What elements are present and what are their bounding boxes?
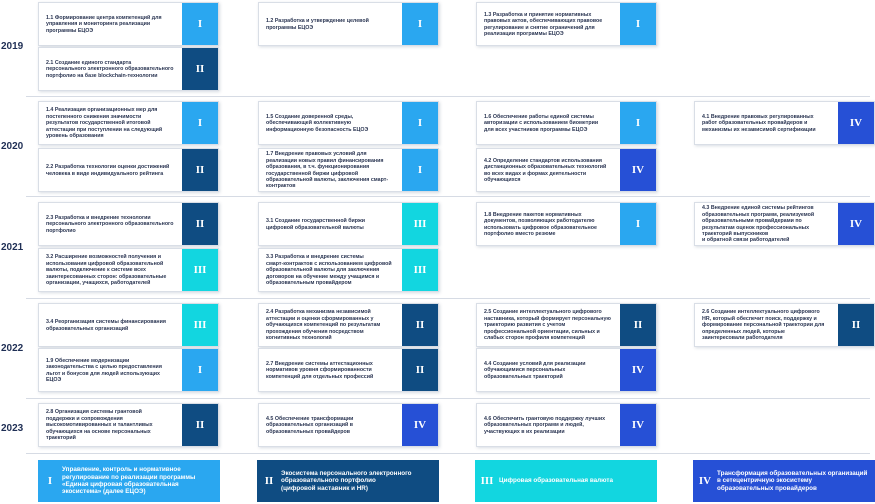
roadmap-card-2-2[interactable] (38, 148, 219, 192)
year-label-2021: 2021 (1, 242, 24, 253)
card-text: 2.1 Создание единого стандарта персонального электронного образовательного портфолио на базе blockchain-технологии (46, 59, 174, 79)
roadmap-card-1-5[interactable] (258, 101, 439, 145)
roadmap-card-1-1[interactable] (38, 2, 219, 46)
legend-number: III (480, 475, 494, 487)
roadmap-card-3-2[interactable] (38, 248, 219, 292)
card-direction-badge: I (402, 149, 438, 191)
card-direction-badge: I (182, 102, 218, 144)
roadmap-card-4-6[interactable] (476, 403, 657, 447)
year-separator (26, 453, 870, 454)
card-text: 1.3 Разработка и принятие нормативных правовых актов, обеспечивающих правовое регулирование и снятие ограничений для реализации программы ЕЦОЭ (484, 11, 603, 37)
card-text: 2.4 Разработка механизма независимой аттестации и оценки сформированных у обучающихся компетенций по результатам прохождения обучения посредством когнитивных технологий (266, 309, 381, 342)
card-text: 4.2 Определение стандартов использования дистанционных образовательных технологий во всех видах и формах деятельности обучающихся (484, 157, 607, 183)
year-label-2022: 2022 (1, 343, 24, 354)
card-direction-badge: I (182, 349, 218, 391)
card-text: 4.4 Создание условий для реализации обучающимися персональных образовательных траекторий (484, 360, 586, 380)
roadmap-card-4-1[interactable] (694, 101, 875, 145)
card-direction-badge: I (402, 3, 438, 45)
roadmap-card-2-5[interactable] (476, 303, 657, 347)
year-separator (26, 196, 870, 197)
card-direction-badge: II (182, 48, 218, 90)
roadmap-card-3-3[interactable] (258, 248, 439, 292)
year-label-2023: 2023 (1, 423, 24, 434)
roadmap-card-1-2[interactable] (258, 2, 439, 46)
legend-item-II (257, 460, 439, 502)
card-text: 1.5 Создание доверенной среды, обеспечивающей коллективную информационную безопасность ЕЦОЭ (266, 113, 369, 133)
roadmap-card-3-1[interactable] (258, 202, 439, 246)
roadmap-card-1-3[interactable] (476, 2, 657, 46)
year-separator (26, 298, 870, 299)
year-label-2019: 2019 (1, 41, 24, 52)
card-direction-badge: III (402, 249, 438, 291)
card-direction-badge: I (620, 203, 656, 245)
card-text: 3.3 Разработка и внедрение системы смарт-контрактов с использованием цифровой образовательной валюты для заключения договоров на обучение между учащимся и образовательным провайдером (266, 254, 392, 287)
roadmap-card-1-9[interactable] (38, 348, 219, 392)
card-direction-badge: I (182, 3, 218, 45)
year-separator (26, 398, 870, 399)
roadmap-card-2-7[interactable] (258, 348, 439, 392)
card-direction-badge: III (182, 249, 218, 291)
card-direction-badge: I (402, 102, 438, 144)
card-text: 2.5 Создание интеллектуального цифрового наставника, который формирует персональную траекторию развития с учетом профессиональной ориентации, сильных и слабых сторон профиля компетенций (484, 309, 611, 342)
legend-item-IV (693, 460, 875, 502)
roadmap-card-4-4[interactable] (476, 348, 657, 392)
legend-item-I (38, 460, 220, 502)
card-direction-badge: III (402, 203, 438, 245)
card-direction-badge: II (838, 304, 874, 346)
card-text: 4.5 Обеспечение трансформации образовательных организаций в образовательных провайдеров (266, 415, 354, 435)
legend-item-III (475, 460, 657, 502)
card-direction-badge: II (402, 304, 438, 346)
card-direction-badge: III (182, 304, 218, 346)
card-text: 1.6 Обеспечение работы единой системы авторизации с использованием биометрии для всех участников программы ЕЦОЭ (484, 113, 599, 133)
card-direction-badge: IV (620, 404, 656, 446)
roadmap-card-2-4[interactable] (258, 303, 439, 347)
card-text: 3.2 Расширение возможностей получения и использования цифровой образовательной валюты, подключение к системе всех заинтересованных сторон: образовательные организации, учащихся, работодателей (46, 254, 167, 287)
card-direction-badge: IV (838, 102, 874, 144)
roadmap-card-1-4[interactable] (38, 101, 219, 145)
card-text: 1.9 Обеспечение модернизации законодательства с целью предоставления льгот и бонусов для людей использующих ЕЦОЭ (46, 357, 162, 383)
card-text: 3.4 Реорганизация системы финансирования образовательных организаций (46, 319, 166, 332)
roadmap-card-1-6[interactable] (476, 101, 657, 145)
card-text: 1.2 Разработка и утверждение целевой программы ЕЦОЭ (266, 18, 369, 31)
roadmap-card-3-4[interactable] (38, 303, 219, 347)
year-label-2020: 2020 (1, 141, 24, 152)
roadmap-card-4-2[interactable] (476, 148, 657, 192)
legend-number: I (47, 475, 53, 487)
card-direction-badge: IV (402, 404, 438, 446)
legend-text: Трансформация образовательных организаций в сетецентричную экосистему образовательных провайдеров (717, 470, 868, 492)
card-direction-badge: II (182, 404, 218, 446)
legend-text: Цифровая образовательная валюта (499, 477, 613, 485)
card-text: 2.3 Разработка и внедрение технологии персонального электронного образовательного портфолио (46, 214, 174, 234)
card-text: 4.1 Внедрение правовых регулированных работ образовательных провайдеров и механизмы их независимой сертификации (702, 113, 816, 133)
card-text: 3.1 Создание государственной биржи цифровой образовательной валюты (266, 218, 365, 231)
card-direction-badge: II (402, 349, 438, 391)
card-text: 1.4 Реализация организационных мер для постепенного снижения значимости результатов государственной итоговой аттестации при поступлении на следующий уровень образования (46, 107, 163, 140)
card-text: 1.8 Внедрение пакетов нормативных документов, позволяющих работодателю использовать цифровое образовательное портфолио вместо резюме (484, 211, 597, 237)
year-separator (26, 96, 870, 97)
card-direction-badge: II (182, 149, 218, 191)
legend-text: Управление, контроль и нормативное регулирование по реализации программы «Единая цифровая образовательная экосистема» (далее ЕЦОЭ) (62, 466, 196, 496)
card-text: 1.7 Внедрение правовых условий для реализации новых правил финансирования образования, в т.ч. функционирования государственной биржи цифровой образовательной валюты, заключения смарт- контрактов (266, 151, 389, 190)
card-direction-badge: I (620, 102, 656, 144)
roadmap-card-2-3[interactable] (38, 202, 219, 246)
roadmap-card-1-7[interactable] (258, 148, 439, 192)
roadmap-card-2-6[interactable] (694, 303, 875, 347)
roadmap-card-2-8[interactable] (38, 403, 219, 447)
card-text: 1.1 Формирование центра компетенций для управления и мониторинга реализации программы ЕЦОЭ (46, 14, 162, 34)
roadmap-card-2-1[interactable] (38, 47, 219, 91)
card-direction-badge: IV (838, 203, 874, 245)
card-text: 2.7 Внедрение системы аттестационных нормативов уровня сформированности компетенций для отдельных профессий (266, 360, 374, 380)
legend-number: II (264, 475, 274, 487)
card-direction-badge: IV (620, 349, 656, 391)
legend-text: Экосистема персонального электронного образовательного портфолио (цифровой наставник и HR) (281, 470, 412, 492)
card-text: 2.2 Разработка технологии оценки достижений человека в виде индивидуального рейтинга (46, 164, 170, 177)
card-direction-badge: IV (620, 149, 656, 191)
card-text: 2.8 Организация системы грантовой поддержки и сопровождения высокомотивированных и талантливых обучающихся на основе персональных траекторий (46, 409, 153, 442)
card-text: 2.6 Создание интеллектуального цифрового HR, который обеспечит поиск, поддержку и формирование персональной траектории для определенных людей, которые заинтересовали работодателя (702, 309, 825, 342)
card-text: 4.3 Внедрение единой системы рейтингов образовательных программ, реализуемой образовательными провайдерами по результатам оценок профессиональных траекторий выпускников и обратной связи работодателей (702, 205, 815, 244)
roadmap-card-4-3[interactable] (694, 202, 875, 246)
card-direction-badge: II (182, 203, 218, 245)
card-direction-badge: I (620, 3, 656, 45)
card-direction-badge: II (620, 304, 656, 346)
roadmap-card-4-5[interactable] (258, 403, 439, 447)
legend-number: IV (698, 475, 712, 487)
card-text: 4.6 Обеспечить грантовую поддержку лучших образовательных программ и людей, участвующих в их реализации (484, 415, 606, 435)
roadmap-card-1-8[interactable] (476, 202, 657, 246)
